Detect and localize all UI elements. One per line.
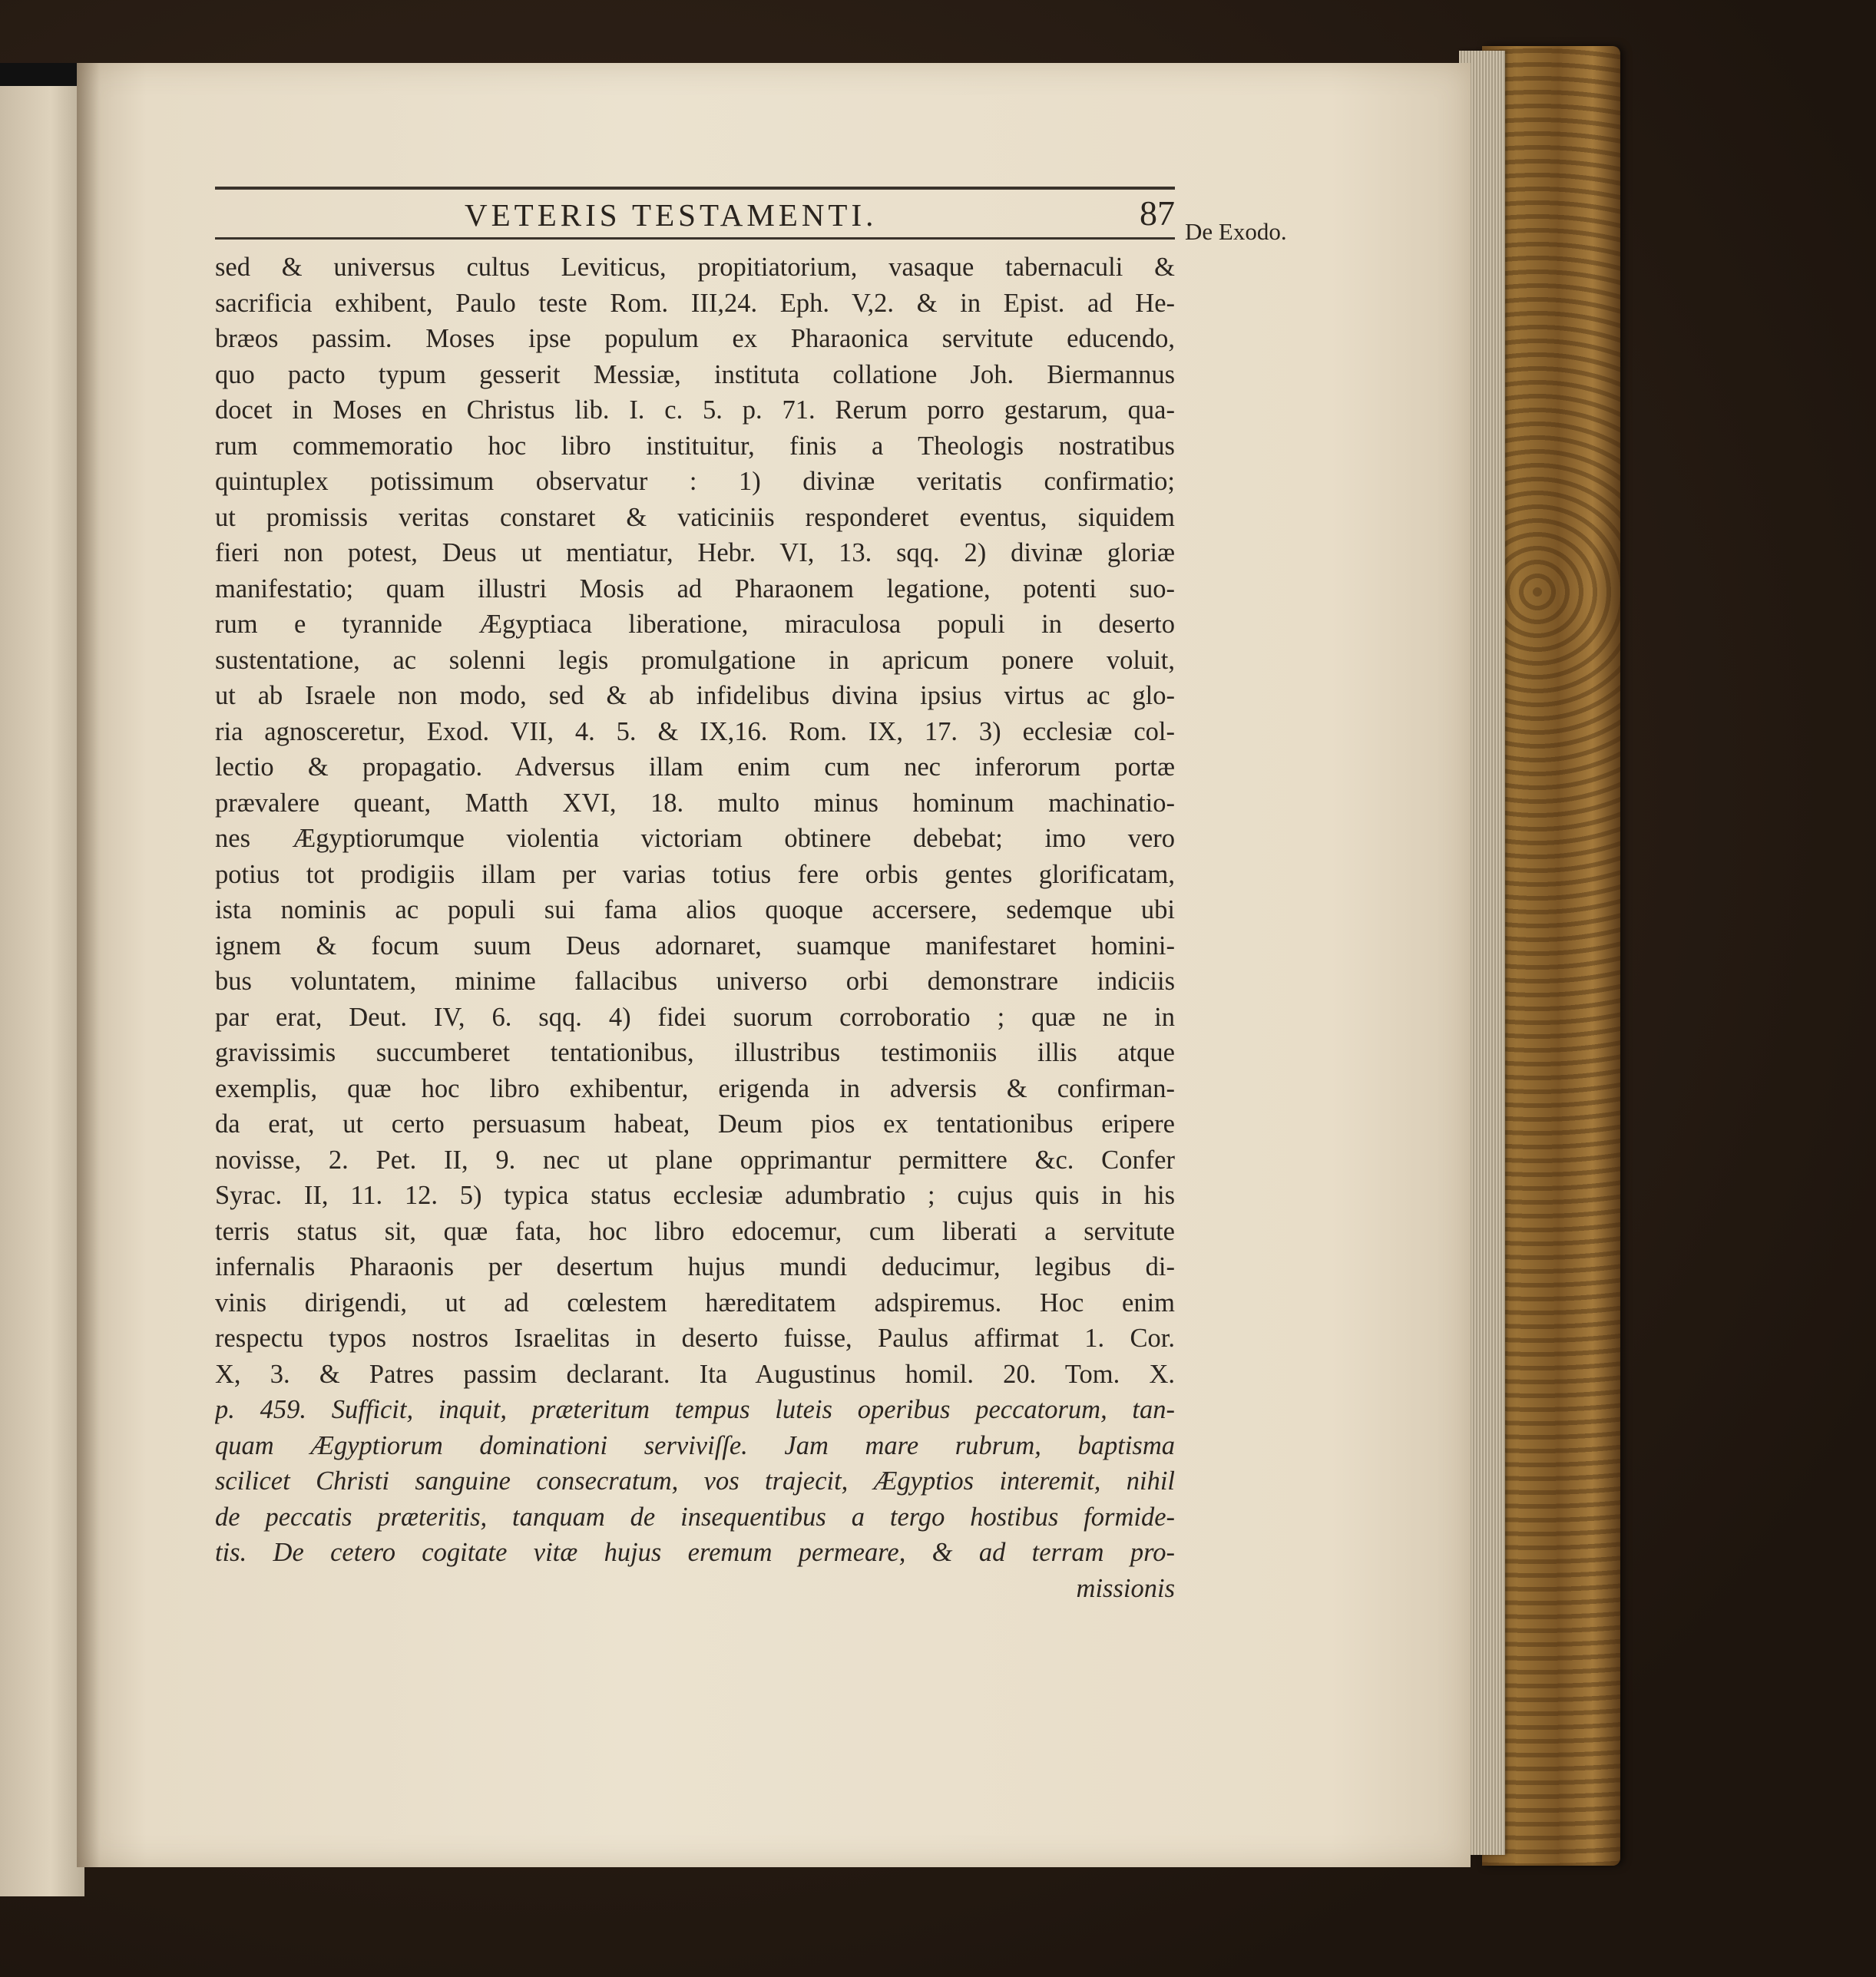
text-line-italic: quam Ægyptiorum dominationi serviviſſe. Jam mare rubrum, baptisma	[215, 1430, 1175, 1460]
text-line: quo pacto typum gesserit Messiæ, instituta collatione Joh. Biermannus	[215, 359, 1175, 389]
text-line: docet in Moses en Christus lib. I. c. 5. p. 71. Rerum porro gestarum, qua-	[215, 395, 1175, 425]
page-number: 87	[1140, 193, 1175, 233]
text-line: X, 3. & Patres passim declarant. Ita Augustinus homil. 20. Tom. X.	[215, 1359, 1175, 1389]
text-line: ria agnosceretur, Exod. VII, 4. 5. & IX,16. Rom. IX, 17. 3) ecclesiæ col-	[215, 716, 1175, 746]
text-line: bus voluntatem, minime fallacibus universo orbi demonstrare indiciis	[215, 967, 1175, 996]
text-line: ut ab Israele non modo, sed & ab infidelibus divina ipsius virtus ac glo-	[215, 681, 1175, 710]
text-line: par erat, Deut. IV, 6. sqq. 4) fidei suorum corroboratio ; quæ ne in	[215, 1002, 1175, 1032]
text-line: manifestatio; quam illustri Mosis ad Pharaonem legatione, potenti suo-	[215, 574, 1175, 603]
text-line: fieri non potest, Deus ut mentiatur, Hebr. VI, 13. sqq. 2) divinæ gloriæ	[215, 538, 1175, 567]
gutter-shadow	[77, 63, 100, 1867]
text-line: prævalere queant, Matth XVI, 18. multo minus hominum machinatio-	[215, 788, 1175, 818]
text-line: ignem & focum suum Deus adornaret, suamque manifestaret homini-	[215, 931, 1175, 960]
text-line: lectio & propagatio. Adversus illam enim cum nec inferorum portæ	[215, 752, 1175, 782]
header-rule-bottom	[215, 237, 1175, 240]
text-line: exemplis, quæ hoc libro exhibentur, erigenda in adversis & confirman-	[215, 1073, 1175, 1103]
facing-page-edge	[0, 69, 84, 1896]
text-line: bræos passim. Moses ipse populum ex Pharaonica servitute educendo,	[215, 324, 1175, 353]
text-line-italic: tis. De cetero cogitate vitæ hujus eremum permeare, & ad terram pro-	[215, 1538, 1175, 1567]
text-line-italic: p. 459. Sufficit, inquit, præteritum tempus luteis operibus peccatorum, tan-	[215, 1395, 1175, 1424]
text-line: ut promissis veritas constaret & vaticiniis responderet eventus, siquidem	[215, 502, 1175, 532]
text-line: nes Ægyptiorumque violentia victoriam obtinere debebat; imo vero	[215, 824, 1175, 853]
text-line: respectu typos nostros Israelitas in deserto fuisse, Paulus affirmat 1. Cor.	[215, 1324, 1175, 1353]
text-line: rum commemoratio hoc libro instituitur, finis a Theologis nostratibus	[215, 431, 1175, 461]
text-line: sustentatione, ac solenni legis promulgatione in apricum ponere voluit,	[215, 645, 1175, 675]
text-line: vinis dirigendi, ut ad cœlestem hæreditatem adspiremus. Hoc enim	[215, 1288, 1175, 1317]
text-line: novisse, 2. Pet. II, 9. nec ut plane opprimantur permittere &c. Confer	[215, 1145, 1175, 1175]
text-line: infernalis Pharaonis per desertum hujus mundi deducimur, legibus di-	[215, 1252, 1175, 1281]
catchword: missionis	[1076, 1573, 1175, 1603]
text-line: potius tot prodigiis illam per varias totius fere orbis gentes glorificatam,	[215, 859, 1175, 889]
margin-note: De Exodo.	[1185, 218, 1287, 245]
text-line: da erat, ut certo persuasum habeat, Deum pios ex tentationibus eripere	[215, 1109, 1175, 1139]
text-line-italic: de peccatis præteritis, tanquam de insequentibus a tergo hostibus formide-	[215, 1502, 1175, 1532]
header-rule-top	[215, 187, 1175, 190]
body-text	[215, 250, 1175, 1606]
text-line: rum e tyrannide Ægyptiaca liberatione, miraculosa populi in deserto	[215, 610, 1175, 639]
running-head	[215, 193, 1175, 234]
text-line: ista nominis ac populi sui fama alios quoque accersere, sedemque ubi	[215, 895, 1175, 924]
running-head-title: VETERIS TESTAMENTI.	[465, 197, 878, 233]
text-line-italic: scilicet Christi sanguine consecratum, vos trajecit, Ægyptios interemit, nihil	[215, 1466, 1175, 1496]
text-line: sacrificia exhibent, Paulo teste Rom. III,24. Eph. V,2. & in Epist. ad He-	[215, 288, 1175, 318]
text-line: sed & universus cultus Leviticus, propitiatorium, vasaque tabernaculi &	[215, 253, 1175, 282]
text-line: gravissimis succumberet tentationibus, illustribus testimoniis illis atque	[215, 1038, 1175, 1067]
text-line: Syrac. II, 11. 12. 5) typica status ecclesiæ adumbratio ; cujus quis in his	[215, 1181, 1175, 1210]
text-line: terris status sit, quæ fata, hoc libro edocemur, cum liberati a servitute	[215, 1216, 1175, 1246]
text-line: quintuplex potissimum observatur : 1) divinæ veritatis confirmatio;	[215, 467, 1175, 496]
